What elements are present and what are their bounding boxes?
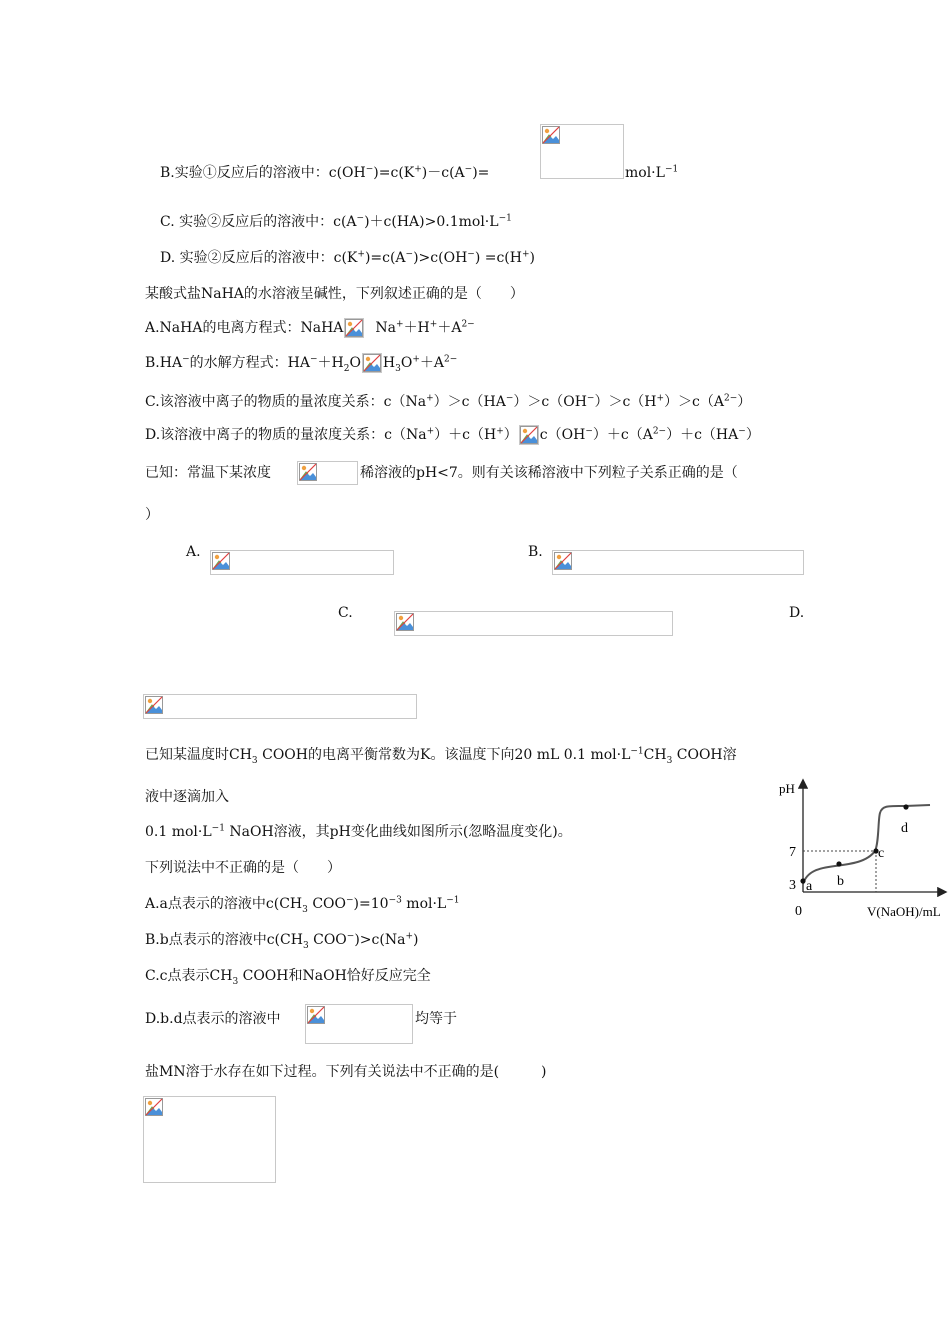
broken-image-icon <box>396 613 414 631</box>
text: ） <box>745 427 760 443</box>
sup: − <box>505 393 514 404</box>
sup: + <box>426 426 435 437</box>
y-tick-7: 7 <box>789 845 796 860</box>
sup: 2− <box>652 426 667 437</box>
q1-optb-text3: )－c(A <box>421 165 465 181</box>
text: mol·L <box>401 896 447 912</box>
text: C.c点表示CH <box>145 968 233 984</box>
sub: 3 <box>302 904 308 915</box>
text: 已知某温度时CH <box>145 747 252 763</box>
option-c-image-placeholder <box>394 611 673 636</box>
text: ＋H <box>403 320 430 336</box>
text: A.NaHA的电离方程式：NaHA <box>145 320 344 336</box>
q1-optd-text: D. 实验②反应后的溶液中：c(K <box>160 250 358 266</box>
sup: −1 <box>446 895 460 906</box>
q1-optc-tail: )＋c(HA)>0.1mol·L <box>364 214 499 230</box>
q3-label-a: A. <box>186 544 201 560</box>
broken-image-icon <box>344 318 364 338</box>
text: ) =c(H <box>474 250 522 266</box>
q2-option-a <box>145 318 475 338</box>
q4-stem-line2: 液中逐滴加入 <box>145 789 229 805</box>
text: 的水解方程式：HA <box>189 355 310 371</box>
q2-stem-text: 某酸式盐NaHA的水溶液呈碱性，下列叙述正确的是（ ） <box>145 286 524 302</box>
option-b-image-placeholder <box>552 550 804 575</box>
q3-label-b: B. <box>528 544 543 560</box>
text: 0.1 mol·L <box>145 824 212 840</box>
broken-image-icon <box>307 1006 325 1024</box>
text: )>c(OH <box>413 250 468 266</box>
text: COO <box>308 932 347 948</box>
formula-image-placeholder <box>305 1004 413 1044</box>
q1-option-d <box>160 249 535 267</box>
text: H <box>382 355 396 371</box>
point-c-label: c <box>878 846 885 861</box>
sup: + <box>656 393 665 404</box>
q1-optb-text: B.实验①反应后的溶液中：c(OH <box>160 165 366 181</box>
sup: − <box>467 249 475 260</box>
text: B.HA <box>145 355 183 371</box>
text: C.该溶液中离子的物质的量浓度关系：c（Na <box>145 394 427 410</box>
sup: + <box>496 426 504 437</box>
sup: 2− <box>461 319 475 330</box>
sup: − <box>365 164 374 175</box>
ph-titration-chart <box>775 775 950 925</box>
titration-curve <box>803 805 930 884</box>
sup: 2− <box>444 354 458 365</box>
sup: + <box>521 249 530 260</box>
text: ) <box>529 250 535 266</box>
text: ＋A <box>419 355 445 371</box>
q3-stem-end <box>145 506 159 524</box>
q1-optb-text2: )=c(K <box>373 165 415 181</box>
text: COO <box>307 896 346 912</box>
sup: − <box>405 249 414 260</box>
sup: + <box>429 319 438 330</box>
q2-stem <box>145 285 524 303</box>
sup: + <box>412 354 420 365</box>
text: B.b点表示的溶液中c(CH <box>145 932 303 948</box>
unit-text: mol·L <box>625 165 665 181</box>
text: ）＞c（HA <box>433 394 506 410</box>
text: COOH溶 <box>672 747 737 763</box>
text: CH <box>643 747 667 763</box>
y-axis-label: pH <box>779 781 795 796</box>
origin-label: 0 <box>795 904 802 919</box>
sup: + <box>405 931 413 942</box>
sup: − <box>585 426 593 437</box>
broken-image-icon <box>554 552 572 570</box>
text: Na <box>375 320 397 336</box>
q4-stem-line1 <box>145 746 737 764</box>
q1-option-c <box>160 213 512 231</box>
sup: −1 <box>498 213 512 224</box>
text: ）＞c（OH <box>513 394 587 410</box>
q1-unit <box>625 164 678 182</box>
x-axis-label: V(NaOH)/mL <box>867 904 941 919</box>
point-d <box>903 804 908 809</box>
sup: + <box>414 164 422 175</box>
formula-image-placeholder <box>540 124 624 179</box>
text: ＋H <box>317 355 344 371</box>
sup: −3 <box>388 895 402 906</box>
q2-option-d <box>145 425 760 445</box>
point-b <box>836 861 841 866</box>
q1-optb-text4: )= <box>472 165 490 181</box>
text: D.该溶液中离子的物质的量浓度关系：c（Na <box>145 427 427 443</box>
text: ） <box>503 427 518 443</box>
q1-optc-text: C. 实验②反应后的溶液中：c(A <box>160 214 357 230</box>
broken-image-icon <box>299 463 317 481</box>
broken-image-icon <box>362 353 382 373</box>
sup: − <box>464 164 473 175</box>
q3-label-c: C. <box>338 605 353 621</box>
sub: 3 <box>251 755 258 766</box>
text: ）＞c（A <box>664 394 725 410</box>
sub: 3 <box>395 363 401 374</box>
sub: 3 <box>302 940 309 951</box>
sup: + <box>396 319 404 330</box>
sup: + <box>426 393 434 404</box>
sub: 3 <box>232 976 239 987</box>
text: A.a点表示的溶液中c(CH <box>145 896 303 912</box>
q4-option-b <box>145 931 418 949</box>
sup: − <box>346 895 354 906</box>
broken-image-icon <box>542 126 560 144</box>
q2-option-b <box>145 353 457 373</box>
point-d-label: d <box>901 821 908 836</box>
sup: − <box>586 393 595 404</box>
text: 已知：常温下某浓度 <box>145 465 271 481</box>
q1-option-b <box>160 164 489 182</box>
point-a-label: a <box>806 879 813 894</box>
q5-stem: 盐MN溶于水存在如下过程。下列有关说法中不正确的是( ) <box>145 1064 547 1080</box>
text: )=c(A <box>364 250 406 266</box>
option-d-image-placeholder <box>143 694 417 719</box>
text: ) <box>412 932 419 948</box>
text: ）＞c（H <box>594 394 657 410</box>
q4-option-d <box>145 1010 281 1028</box>
q4-option-d-tail: 均等于 <box>415 1011 457 1027</box>
formula-image-placeholder <box>297 461 358 485</box>
sup: − <box>309 354 318 365</box>
text: ） <box>737 394 752 410</box>
sup: + <box>357 249 365 260</box>
sup: −1 <box>664 164 679 175</box>
sup: − <box>356 213 365 224</box>
text: O <box>349 355 361 371</box>
text: D.b.d点表示的溶液中 <box>145 1011 281 1027</box>
sub: 2 <box>343 363 350 374</box>
q4-option-c <box>145 967 431 985</box>
q3-stem-cont <box>360 464 738 482</box>
text: ）＋c（H <box>434 427 497 443</box>
broken-image-icon <box>145 1098 163 1116</box>
sup: −1 <box>630 746 644 757</box>
q4-option-a <box>145 895 460 913</box>
q3-label-d: D. <box>789 605 805 621</box>
broken-image-icon <box>145 696 163 714</box>
broken-image-icon <box>212 552 230 570</box>
text: )>c(Na <box>354 932 406 948</box>
text: COOH的电离平衡常数为K。该温度下向20 mL 0.1 mol·L <box>257 747 631 763</box>
y-tick-3: 3 <box>789 878 796 893</box>
q3-stem <box>145 464 271 482</box>
process-image-placeholder <box>143 1096 276 1183</box>
q4-stem-line3 <box>145 823 572 841</box>
sub: 3 <box>666 755 673 766</box>
option-a-image-placeholder <box>210 550 394 575</box>
text: COOH和NaOH恰好反应完全 <box>238 968 431 984</box>
text: ）＋c（HA <box>666 427 739 443</box>
text: 稀溶液的pH<7。则有关该稀溶液中下列粒子关系正确的是（ <box>360 465 738 481</box>
text: NaOH溶液，其pH变化曲线如图所示(忽略温度变化)。 <box>224 824 572 840</box>
sup: − <box>346 931 355 942</box>
sup: 2− <box>724 393 738 404</box>
broken-image-icon <box>519 425 539 445</box>
point-b-label: b <box>837 874 844 889</box>
text: ）＋c（A <box>592 427 653 443</box>
sup: − <box>738 426 746 437</box>
text: c（OH <box>539 427 586 443</box>
text: ） <box>145 507 159 523</box>
q4-stem-line4: 下列说法中不正确的是（ ） <box>145 860 341 876</box>
sup: −1 <box>211 823 225 834</box>
q2-option-c <box>145 393 751 411</box>
point-a <box>800 878 805 883</box>
text: ＋A <box>437 320 462 336</box>
sup: − <box>182 354 190 365</box>
text: )=10 <box>353 896 389 912</box>
text: O <box>400 355 413 371</box>
